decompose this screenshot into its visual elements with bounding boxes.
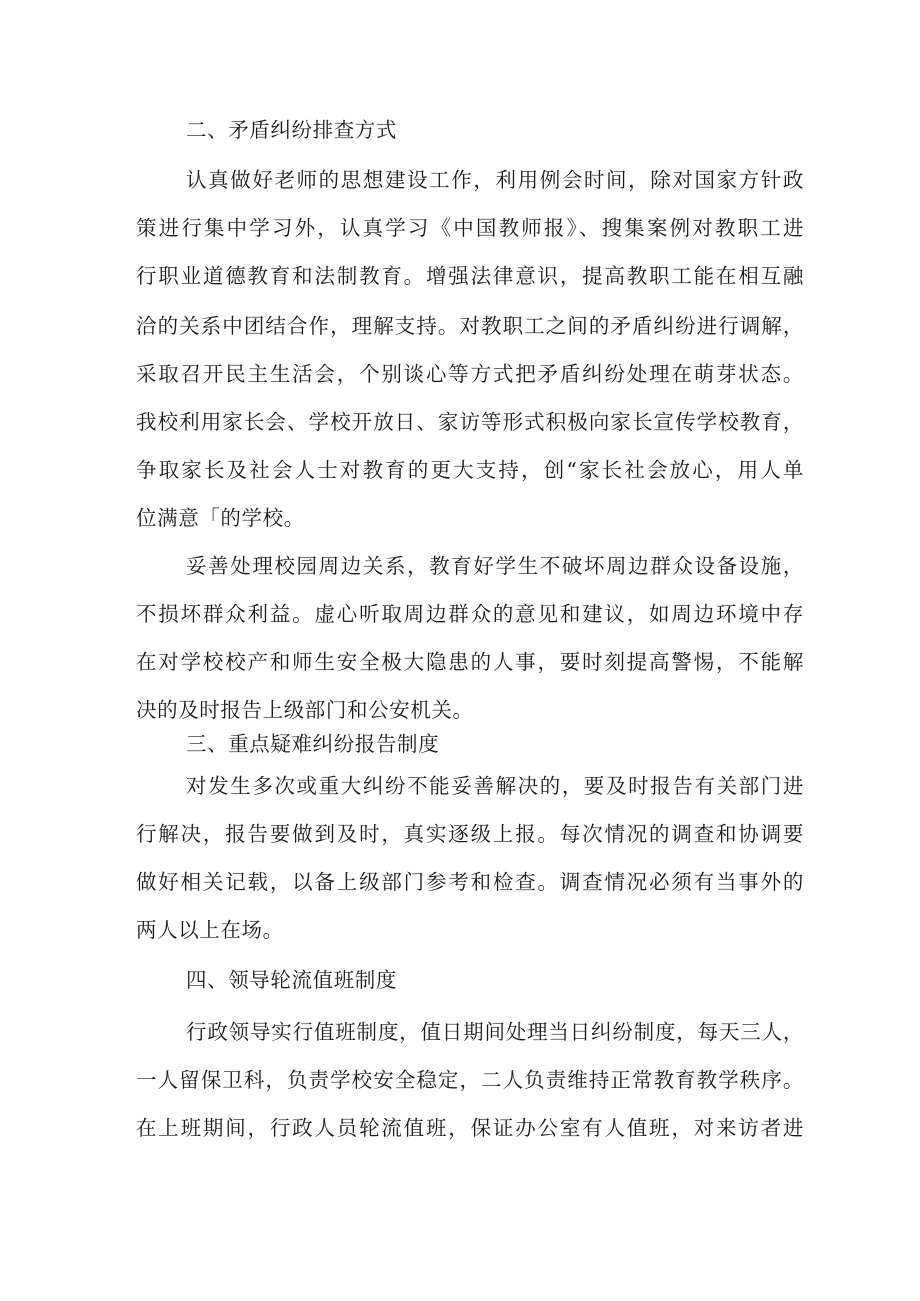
- section-heading-2: 二、矛盾纠纷排查方式: [186, 118, 397, 142]
- paragraph-line: 行解决，报告要做到及时，真实逐级上报。每次情况的调查和协调要: [136, 822, 804, 846]
- section-heading-3: 三、重点疑难纠纷报告制度: [186, 732, 440, 756]
- paragraph-line: 做好相关记载，以备上级部门参考和检查。调查情况必须有当事外的: [136, 870, 804, 894]
- section-heading-4: 四、领导轮流值班制度: [186, 968, 397, 992]
- paragraph-line: 不损坏群众利益。虚心听取周边群众的意见和建议，如周边环境中存: [136, 602, 804, 626]
- paragraph-line: 认真做好老师的思想建设工作，利用例会时间，除对国家方针政: [186, 168, 804, 192]
- paragraph-line: 对发生多次或重大纠纷不能妥善解决的，要及时报告有关部门进: [186, 774, 804, 798]
- paragraph-line: 行职业道德教育和法制教育。增强法律意识，提高教职工能在相互融: [136, 264, 804, 288]
- paragraph-line: 行政领导实行值班制度，值日期间处理当日纠纷制度，每天三人，: [186, 1020, 804, 1044]
- paragraph-line: 在上班期间，行政人员轮流值班，保证办公室有人值班，对来访者进: [136, 1116, 804, 1140]
- paragraph-line: 妥善处理校园周边关系，教育好学生不破坏周边群众设备设施，: [186, 554, 804, 578]
- paragraph-line: 位满意「的学校。: [136, 506, 305, 530]
- paragraph-line: 我校利用家长会、学校开放日、家访等形式积极向家长宣传学校教育，: [136, 410, 804, 434]
- paragraph-line: 采取召开民主生活会，个别谈心等方式把矛盾纠纷处理在萌芽状态。: [136, 362, 804, 386]
- paragraph-line: 决的及时报告上级部门和公安机关。: [136, 698, 474, 722]
- paragraph-line: 两人以上在场。: [136, 918, 284, 942]
- paragraph-line: 争取家长及社会人士对教育的更大支持，创“家长社会放心，用人单: [136, 458, 804, 482]
- paragraph-line: 一人留保卫科，负责学校安全稳定，二人负责维持正常教育教学秩序。: [136, 1068, 804, 1092]
- paragraph-line: 策进行集中学习外，认真学习《中国教师报》、搜集案例对教职工进: [136, 216, 804, 240]
- paragraph-line: 洽的关系中团结合作，理解支持。对教职工之间的矛盾纠纷进行调解，: [136, 314, 804, 338]
- paragraph-line: 在对学校校产和师生安全极大隐患的人事，要时刻提高警惕，不能解: [136, 650, 804, 674]
